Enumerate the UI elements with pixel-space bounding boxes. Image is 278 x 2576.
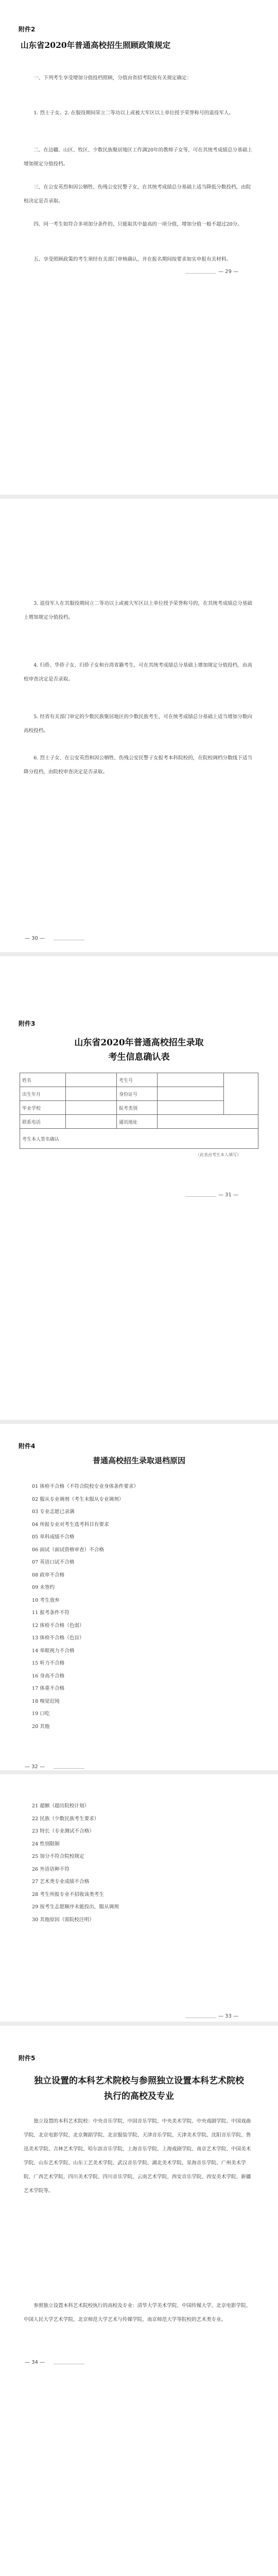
table-row xyxy=(20,1129,258,1149)
form-cell[interactable] xyxy=(158,1115,258,1129)
page-title: 山东省2020年普通高校招生照顾政策规定 xyxy=(21,40,171,50)
form-cell: 考生本人签名确认 xyxy=(20,1129,258,1149)
form-cell: 联系电话 xyxy=(20,1115,66,1129)
list-item: 04 所报专业对考生选考科目有要求 xyxy=(32,1521,109,1528)
list-item: 06 面试（面试资格审查）不合格 xyxy=(32,1547,104,1553)
list-item: 14 单眼视力不合格 xyxy=(32,1648,75,1654)
page-title: 普通高校招生录取退档原因 xyxy=(92,1456,185,1465)
page-separator xyxy=(0,952,278,956)
list-item: 26 外语语种不符 xyxy=(32,1866,70,1872)
form-cell[interactable] xyxy=(66,1115,117,1129)
page-number: — 29 — xyxy=(218,269,239,275)
page-number-rule xyxy=(185,1196,216,1197)
page-number: — 30 — xyxy=(25,936,45,941)
page-separator xyxy=(0,2022,278,2026)
list-item: 30 其他原因（需院校注明） xyxy=(32,1917,94,1923)
form-cell[interactable] xyxy=(158,1101,224,1115)
paragraph: 三、在公安英烈和因公牺牲、伤残公安民警子女，在其统考成绩总分基础上适当降低分数投档，由院校决定是否录取。 xyxy=(24,184,251,204)
table-row xyxy=(20,1073,258,1087)
paragraph: 5. 经省有关部门审定的少数民族聚居地区的少数民族考生，可在统考成绩总分基础上适当增加分数向高校投档。 xyxy=(24,714,252,734)
form-cell: 毕业学校 xyxy=(20,1101,66,1115)
list-item: 05 单科成绩不合格 xyxy=(32,1534,75,1540)
paragraph: 一、下列考生享受增加分值投档照顾，分值由省招考院按有关规定确定： xyxy=(33,75,192,81)
list-item: 13 体检不合格（色盲） xyxy=(32,1635,84,1641)
list-item: 15 听力不合格 xyxy=(32,1660,65,1666)
form-cell: 出生年月 xyxy=(20,1087,66,1101)
form-cell[interactable] xyxy=(66,1087,117,1101)
page-separator xyxy=(0,1770,278,1774)
page-title: 独立设置的本科艺术院校与参照独立设置本科艺术院校执行的高校及专业 xyxy=(34,2076,244,2102)
attachment-label: 附件4 xyxy=(19,1443,36,1450)
list-item: 19 口吃 xyxy=(32,1711,50,1717)
page-2 xyxy=(0,499,278,952)
form-cell: 姓名 xyxy=(20,1073,66,1087)
form-cell xyxy=(224,1073,258,1115)
list-item: 23 特长（专业测试不合格） xyxy=(32,1828,94,1834)
form-cell[interactable] xyxy=(66,1073,117,1087)
paragraph: 四、同一考生如符合多项加分条件的，只能取其中最高的一项分值，增加分值一般不超过20分。 xyxy=(33,221,242,227)
paragraph: 独立设置的本科艺术院校：中央音乐学院、中国音乐学院、中央美术学院、中央戏剧学院、中国戏曲学院、北京电影学院、北京舞蹈学院、北京服装学院、天津音乐学院、天津美术学院、沈阳音乐学院、鲁迅美术学院、吉林艺术学院、哈尔滨音乐学院、上海音乐学院、上海戏剧学院、南京艺术学院、中国美术学院、山东艺术学院、山东工艺美术学院、武汉音乐学院、湖北美术学院、星海音乐学院、广州美术学院、广西艺术学院、四川美术学院、四川音乐学院、云南艺术学院、西安音乐学院、西安美术学院、新疆艺术学院等。 xyxy=(24,2118,251,2194)
paragraph: 6. 烈士子女、在公安英烈和因公牺牲、伤残公安民警子女报考本科院校的，在院校调档分数线下适当降分投档，由院校审查决定是否录取。 xyxy=(24,755,252,775)
page-3 xyxy=(0,956,278,1420)
list-item: 12 体检不合格（色弱） xyxy=(32,1622,84,1629)
form-cell: 身份证号 xyxy=(117,1087,158,1101)
list-item: 11 报考条件不符 xyxy=(32,1610,70,1616)
list-item: 18 嗅觉迟钝 xyxy=(32,1698,60,1704)
attachment-label: 附件3 xyxy=(19,1020,36,1027)
page-number-rule xyxy=(54,1768,84,1769)
paragraph: 五、享受照顾政策的考生须经有关部门审核确认，并在报名期间按要求如实申报有关材料。 xyxy=(33,256,231,262)
list-item: 22 民族（少数民族考生要求） xyxy=(32,1816,99,1822)
form-note: （此表由考生本人填写） xyxy=(196,1153,241,1157)
form-cell[interactable] xyxy=(158,1087,224,1101)
list-item: 20 其他 xyxy=(32,1723,50,1730)
table-row xyxy=(20,1087,258,1101)
form-cell: 考生号 xyxy=(117,1073,158,1087)
form-cell: 报考类别 xyxy=(117,1101,158,1115)
list-item: 09 未签约 xyxy=(32,1585,55,1590)
info-confirm-form xyxy=(20,1073,258,1149)
page-number: — 33 — xyxy=(218,2013,239,2019)
list-item: 17 体重不合格 xyxy=(32,1686,65,1691)
page-separator xyxy=(0,1420,278,1424)
paragraph: 参照独立设置本科艺术院校执行的高校及专业：清华大学美术学院、中国传媒大学、北京电影学院、中国人民大学艺术学院、北京师范大学艺术与传媒学院、南京师范大学等院校的艺术类专业。 xyxy=(24,2302,251,2323)
list-item: 02 服从专业调剂（考生未服从专业调剂） xyxy=(32,1496,124,1502)
paragraph: 4. 归侨、华侨子女、归侨子女和台湾省籍考生，可在其统考成绩总分基础上增加规定分值投档，由高校审查决定是否录取。 xyxy=(24,662,252,682)
list-item: 01 体检不合格（不符合院校专业身体条件要求） xyxy=(32,1484,139,1489)
list-item: 08 政审不合格 xyxy=(32,1572,65,1578)
list-item: 27 艺术类专业成绩不合格 xyxy=(32,1879,90,1885)
list-item: 29 按考生志愿顺序未能投出，服从调剂 xyxy=(32,1904,119,1910)
form-cell[interactable] xyxy=(66,1101,117,1115)
form-cell[interactable] xyxy=(158,1073,224,1087)
page-1 xyxy=(0,0,278,495)
page-separator xyxy=(0,495,278,499)
page-6 xyxy=(0,2026,278,2576)
list-item: 10 考生放弃 xyxy=(32,1597,60,1603)
attachment-label: 附件2 xyxy=(19,26,36,33)
page-number-rule xyxy=(185,273,216,274)
paragraph: 二、在边疆、山区、牧区、少数民族聚居地区工作满20年的教师子女等，可在其统考成绩总分基础上增加规定分值投档。 xyxy=(24,147,252,167)
list-item: 21 超额（超出院校计划） xyxy=(32,1803,90,1809)
list-item: 03 专业志愿已录满 xyxy=(32,1509,75,1515)
reason-list xyxy=(32,1800,254,1926)
table-row xyxy=(20,1101,258,1115)
page-number: — 32 — xyxy=(25,1764,45,1770)
list-item: 07 英语口试不合格 xyxy=(32,1560,75,1565)
attachment-label: 附件5 xyxy=(19,2055,36,2062)
page-number: — 31 — xyxy=(218,1192,239,1198)
list-item: 28 考生所报专业不招收该类考生 xyxy=(32,1891,104,1897)
reason-list xyxy=(32,1481,254,1733)
list-item: 25 加分不符合院校规定 xyxy=(32,1854,84,1859)
list-item: 24 性别限制 xyxy=(32,1841,60,1847)
paragraph: 3. 退役军人在其服役期间立二等功以上或被大军区以上单位授予荣誉称号的，在其统考成绩总分基础上增加规定分值投档。 xyxy=(24,600,252,620)
form-cell: 通讯地址 xyxy=(117,1115,158,1129)
table-row xyxy=(20,1115,258,1129)
paragraph: 1. 烈士子女。2. 在服役期间荣立二等功以上或被大军区以上单位授予荣誉称号的退役军人。 xyxy=(33,110,234,116)
page-title: 山东省2020年普通高校招生录取考生信息确认表 xyxy=(74,1038,204,1062)
page-number: — 34 — xyxy=(25,2360,45,2365)
list-item: 16 身高不合格 xyxy=(32,1673,65,1679)
